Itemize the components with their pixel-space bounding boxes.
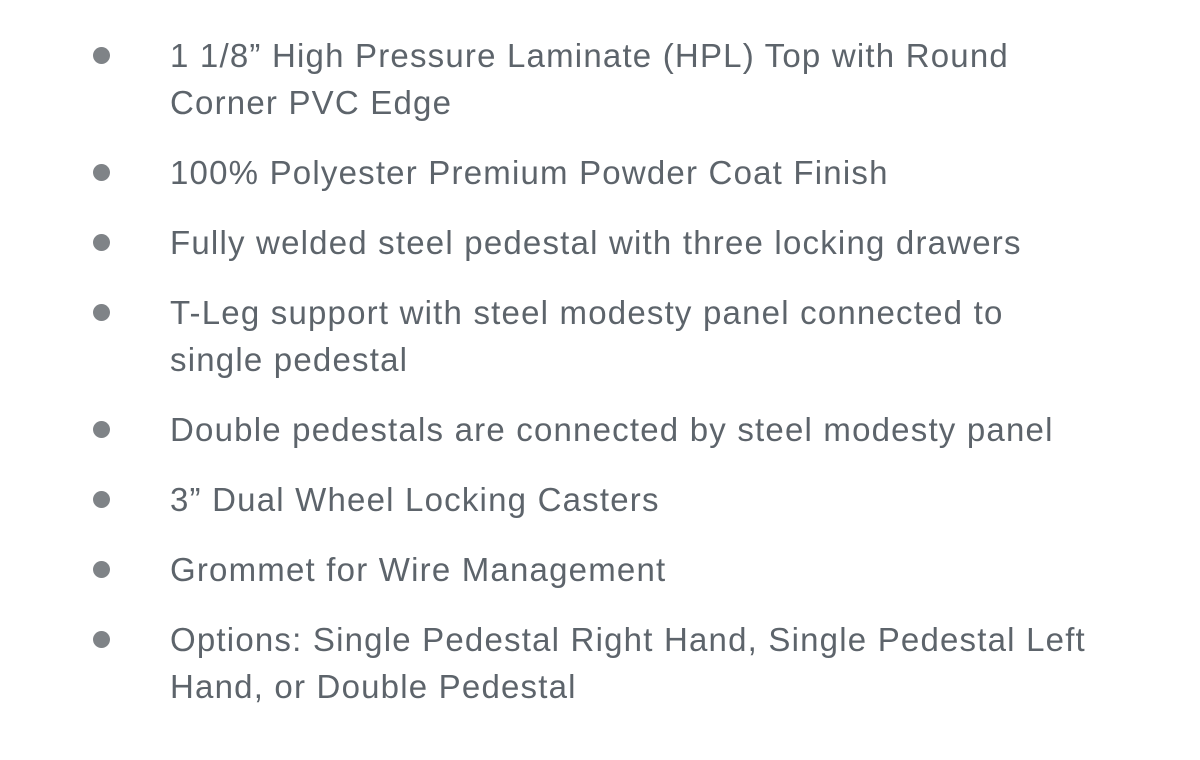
bullet-dot-icon — [93, 491, 110, 508]
list-item — [0, 476, 1200, 523]
bullet-dot-icon — [93, 421, 110, 438]
feature-text-line: 3” Dual Wheel Locking Casters — [170, 481, 660, 518]
feature-text-line: Options: Single Pedestal Right Hand, Single Pedestal Left — [170, 621, 1086, 658]
feature-text-line: Grommet for Wire Management — [170, 551, 667, 588]
list-item — [0, 289, 1200, 383]
feature-text-line: Hand, or Double Pedestal — [170, 668, 577, 705]
bullet-dot-icon — [93, 631, 110, 648]
feature-text-line: Fully welded steel pedestal with three locking drawers — [170, 224, 1022, 261]
feature-text-line: 1 1/8” High Pressure Laminate (HPL) Top with Round — [170, 37, 1009, 74]
bullet-dot-icon — [93, 164, 110, 181]
bullet-dot-icon — [93, 47, 110, 64]
feature-text-line: T-Leg support with steel modesty panel connected to — [170, 294, 1004, 331]
bullet-dot-icon — [93, 561, 110, 578]
feature-text-line: single pedestal — [170, 341, 409, 378]
feature-text-line: 100% Polyester Premium Powder Coat Finish — [170, 154, 889, 191]
list-item — [0, 546, 1200, 593]
feature-text-line: Double pedestals are connected by steel modesty panel — [170, 411, 1054, 448]
bullet-dot-icon — [93, 304, 110, 321]
bullet-dot-icon — [93, 234, 110, 251]
list-item — [0, 149, 1200, 196]
list-item — [0, 219, 1200, 266]
list-item — [0, 616, 1200, 710]
list-item — [0, 32, 1200, 126]
list-item — [0, 406, 1200, 453]
feature-text-line: Corner PVC Edge — [170, 84, 453, 121]
